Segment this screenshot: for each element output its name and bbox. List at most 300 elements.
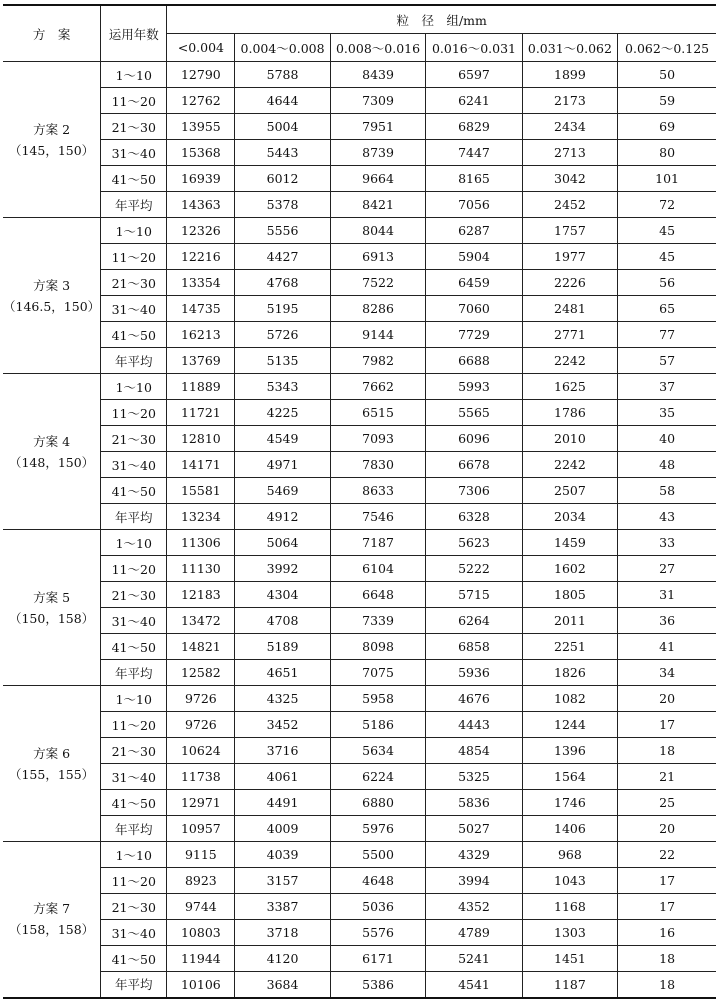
value-cell: 4329 <box>426 842 522 868</box>
value-cell: 34 <box>618 660 716 686</box>
value-cell: 7060 <box>426 296 522 322</box>
table-row <box>3 738 716 764</box>
value-cell: 7447 <box>426 140 522 166</box>
size-header: 0.062～0.125 <box>618 34 716 62</box>
value-cell: 1187 <box>522 972 617 998</box>
value-cell: 22 <box>618 842 716 868</box>
years-header: 运用年数 <box>101 5 167 62</box>
table-row <box>3 88 716 114</box>
value-cell: 12183 <box>167 582 235 608</box>
value-cell: 25 <box>618 790 716 816</box>
value-cell: 2226 <box>522 270 617 296</box>
value-cell: 1786 <box>522 400 617 426</box>
scheme-cell <box>3 686 101 842</box>
value-cell: 16939 <box>167 166 235 192</box>
table-row <box>3 556 716 582</box>
value-cell: 11721 <box>167 400 235 426</box>
value-cell: 5715 <box>426 582 522 608</box>
value-cell: 80 <box>618 140 716 166</box>
value-cell: 6678 <box>426 452 522 478</box>
value-cell: 18 <box>618 972 716 998</box>
value-cell: 5195 <box>235 296 330 322</box>
table-row <box>3 192 716 218</box>
table-row <box>3 712 716 738</box>
value-cell: 13955 <box>167 114 235 140</box>
value-cell: 4768 <box>235 270 330 296</box>
period-cell: 1～10 <box>101 842 167 868</box>
table-row <box>3 530 716 556</box>
value-cell: 6171 <box>330 946 425 972</box>
value-cell: 3994 <box>426 868 522 894</box>
value-cell: 13769 <box>167 348 235 374</box>
value-cell: 16213 <box>167 322 235 348</box>
value-cell: 4061 <box>235 764 330 790</box>
value-cell: 5788 <box>235 62 330 88</box>
size-header: 0.016～0.031 <box>426 34 522 62</box>
period-cell: 21～30 <box>101 426 167 452</box>
value-cell: 4549 <box>235 426 330 452</box>
value-cell: 69 <box>618 114 716 140</box>
value-cell: 5443 <box>235 140 330 166</box>
table-row <box>3 244 716 270</box>
value-cell: 4352 <box>426 894 522 920</box>
value-cell: 7309 <box>330 88 425 114</box>
value-cell: 8286 <box>330 296 425 322</box>
value-cell: 72 <box>618 192 716 218</box>
size-header: 0.008～0.016 <box>330 34 425 62</box>
period-cell: 11～20 <box>101 88 167 114</box>
value-cell: 1082 <box>522 686 617 712</box>
period-cell: 21～30 <box>101 270 167 296</box>
value-cell: 2452 <box>522 192 617 218</box>
value-cell: 17 <box>618 868 716 894</box>
period-cell: 31～40 <box>101 140 167 166</box>
value-cell: 14171 <box>167 452 235 478</box>
table-row <box>3 322 716 348</box>
value-cell: 6241 <box>426 88 522 114</box>
value-cell: 101 <box>618 166 716 192</box>
value-cell: 4708 <box>235 608 330 634</box>
value-cell: 11944 <box>167 946 235 972</box>
value-cell: 45 <box>618 218 716 244</box>
scheme-cell <box>3 218 101 374</box>
value-cell: 15368 <box>167 140 235 166</box>
value-cell: 1625 <box>522 374 617 400</box>
value-cell: 5634 <box>330 738 425 764</box>
value-cell: 4541 <box>426 972 522 998</box>
value-cell: 17 <box>618 712 716 738</box>
value-cell: 2507 <box>522 478 617 504</box>
value-cell: 18 <box>618 946 716 972</box>
scheme-name: 方案 3 <box>33 277 71 293</box>
size-header: 0.031～0.062 <box>522 34 617 62</box>
table-row <box>3 868 716 894</box>
value-cell: 7662 <box>330 374 425 400</box>
value-cell: 1805 <box>522 582 617 608</box>
value-cell: 4039 <box>235 842 330 868</box>
value-cell: 2011 <box>522 608 617 634</box>
value-cell: 1977 <box>522 244 617 270</box>
value-cell: 2251 <box>522 634 617 660</box>
table-row <box>3 114 716 140</box>
value-cell: 6264 <box>426 608 522 634</box>
value-cell: 2173 <box>522 88 617 114</box>
value-cell: 50 <box>618 62 716 88</box>
value-cell: 11738 <box>167 764 235 790</box>
value-cell: 1451 <box>522 946 617 972</box>
scheme-params: （155，155） <box>8 766 95 782</box>
value-cell: 6880 <box>330 790 425 816</box>
value-cell: 4648 <box>330 868 425 894</box>
value-cell: 10106 <box>167 972 235 998</box>
value-cell: 5993 <box>426 374 522 400</box>
period-cell: 年平均 <box>101 816 167 842</box>
value-cell: 8165 <box>426 166 522 192</box>
period-cell: 41～50 <box>101 634 167 660</box>
scheme-params: （150，158） <box>8 610 95 626</box>
value-cell: 1303 <box>522 920 617 946</box>
table-row <box>3 166 716 192</box>
value-cell: 8923 <box>167 868 235 894</box>
value-cell: 4491 <box>235 790 330 816</box>
value-cell: 20 <box>618 816 716 842</box>
value-cell: 10624 <box>167 738 235 764</box>
period-cell: 41～50 <box>101 322 167 348</box>
scheme-params: （158，158） <box>8 922 95 938</box>
value-cell: 5976 <box>330 816 425 842</box>
scheme-name: 方案 7 <box>33 901 71 917</box>
value-cell: 6287 <box>426 218 522 244</box>
value-cell: 6648 <box>330 582 425 608</box>
scheme-cell <box>3 842 101 998</box>
value-cell: 6012 <box>235 166 330 192</box>
table-row <box>3 270 716 296</box>
value-cell: 27 <box>618 556 716 582</box>
value-cell: 8739 <box>330 140 425 166</box>
period-cell: 年平均 <box>101 504 167 530</box>
value-cell: 7982 <box>330 348 425 374</box>
period-cell: 11～20 <box>101 712 167 738</box>
period-cell: 21～30 <box>101 114 167 140</box>
value-cell: 4120 <box>235 946 330 972</box>
value-cell: 37 <box>618 374 716 400</box>
period-cell: 41～50 <box>101 946 167 972</box>
value-cell: 21 <box>618 764 716 790</box>
value-cell: 4789 <box>426 920 522 946</box>
period-cell: 1～10 <box>101 62 167 88</box>
table-row <box>3 218 716 244</box>
period-cell: 31～40 <box>101 920 167 946</box>
value-cell: 6459 <box>426 270 522 296</box>
value-cell: 9744 <box>167 894 235 920</box>
value-cell: 4651 <box>235 660 330 686</box>
value-cell: 5004 <box>235 114 330 140</box>
value-cell: 12810 <box>167 426 235 452</box>
value-cell: 5904 <box>426 244 522 270</box>
table-row <box>3 920 716 946</box>
table-row <box>3 296 716 322</box>
scheme-name: 方案 6 <box>33 745 71 761</box>
period-cell: 1～10 <box>101 530 167 556</box>
scheme-header: 方 案 <box>3 5 101 62</box>
value-cell: 4912 <box>235 504 330 530</box>
table-row <box>3 374 716 400</box>
table-row <box>3 582 716 608</box>
value-cell: 56 <box>618 270 716 296</box>
period-cell: 1～10 <box>101 218 167 244</box>
value-cell: 8633 <box>330 478 425 504</box>
period-cell: 11～20 <box>101 556 167 582</box>
value-cell: 5500 <box>330 842 425 868</box>
value-cell: 6829 <box>426 114 522 140</box>
value-cell: 5556 <box>235 218 330 244</box>
period-cell: 11～20 <box>101 244 167 270</box>
value-cell: 5241 <box>426 946 522 972</box>
value-cell: 10803 <box>167 920 235 946</box>
value-cell: 968 <box>522 842 617 868</box>
value-cell: 7830 <box>330 452 425 478</box>
value-cell: 13472 <box>167 608 235 634</box>
scheme-cell <box>3 62 101 218</box>
value-cell: 9144 <box>330 322 425 348</box>
scheme-name: 方案 4 <box>33 433 71 449</box>
value-cell: 3452 <box>235 712 330 738</box>
scheme-params: （145，150） <box>8 142 95 158</box>
table-row <box>3 62 716 88</box>
period-cell: 41～50 <box>101 478 167 504</box>
value-cell: 3716 <box>235 738 330 764</box>
value-cell: 5222 <box>426 556 522 582</box>
value-cell: 1244 <box>522 712 617 738</box>
value-cell: 4443 <box>426 712 522 738</box>
table-row <box>3 946 716 972</box>
value-cell: 2010 <box>522 426 617 452</box>
size-header: <0.004 <box>167 34 235 62</box>
value-cell: 2242 <box>522 348 617 374</box>
value-cell: 12762 <box>167 88 235 114</box>
value-cell: 4644 <box>235 88 330 114</box>
value-cell: 13354 <box>167 270 235 296</box>
value-cell: 59 <box>618 88 716 114</box>
value-cell: 43 <box>618 504 716 530</box>
value-cell: 33 <box>618 530 716 556</box>
value-cell: 6913 <box>330 244 425 270</box>
table-row <box>3 660 716 686</box>
value-cell: 4971 <box>235 452 330 478</box>
value-cell: 5186 <box>330 712 425 738</box>
value-cell: 6104 <box>330 556 425 582</box>
table-row <box>3 790 716 816</box>
table-row <box>3 842 716 868</box>
value-cell: 4304 <box>235 582 330 608</box>
value-cell: 7951 <box>330 114 425 140</box>
value-cell: 4325 <box>235 686 330 712</box>
value-cell: 7522 <box>330 270 425 296</box>
value-cell: 5064 <box>235 530 330 556</box>
value-cell: 4225 <box>235 400 330 426</box>
table-row <box>3 608 716 634</box>
value-cell: 2771 <box>522 322 617 348</box>
value-cell: 35 <box>618 400 716 426</box>
value-cell: 18 <box>618 738 716 764</box>
period-cell: 31～40 <box>101 452 167 478</box>
period-cell: 11～20 <box>101 400 167 426</box>
value-cell: 1602 <box>522 556 617 582</box>
size-header: 0.004～0.008 <box>235 34 330 62</box>
value-cell: 2242 <box>522 452 617 478</box>
value-cell: 5576 <box>330 920 425 946</box>
value-cell: 1043 <box>522 868 617 894</box>
value-cell: 1396 <box>522 738 617 764</box>
value-cell: 6597 <box>426 62 522 88</box>
value-cell: 1746 <box>522 790 617 816</box>
value-cell: 7187 <box>330 530 425 556</box>
period-cell: 21～30 <box>101 582 167 608</box>
value-cell: 41 <box>618 634 716 660</box>
scheme-params: （148，150） <box>8 454 95 470</box>
value-cell: 11130 <box>167 556 235 582</box>
value-cell: 57 <box>618 348 716 374</box>
value-cell: 5135 <box>235 348 330 374</box>
value-cell: 12790 <box>167 62 235 88</box>
table-row <box>3 400 716 426</box>
value-cell: 14363 <box>167 192 235 218</box>
value-cell: 6515 <box>330 400 425 426</box>
value-cell: 13234 <box>167 504 235 530</box>
period-cell: 11～20 <box>101 868 167 894</box>
value-cell: 31 <box>618 582 716 608</box>
value-cell: 14735 <box>167 296 235 322</box>
value-cell: 7729 <box>426 322 522 348</box>
value-cell: 20 <box>618 686 716 712</box>
value-cell: 9726 <box>167 686 235 712</box>
value-cell: 14821 <box>167 634 235 660</box>
table-row <box>3 764 716 790</box>
value-cell: 58 <box>618 478 716 504</box>
table-row <box>3 140 716 166</box>
value-cell: 5936 <box>426 660 522 686</box>
period-cell: 21～30 <box>101 738 167 764</box>
value-cell: 5836 <box>426 790 522 816</box>
value-cell: 6096 <box>426 426 522 452</box>
table-body <box>3 62 716 998</box>
value-cell: 9664 <box>330 166 425 192</box>
value-cell: 9726 <box>167 712 235 738</box>
value-cell: 5325 <box>426 764 522 790</box>
value-cell: 40 <box>618 426 716 452</box>
value-cell: 2034 <box>522 504 617 530</box>
value-cell: 3042 <box>522 166 617 192</box>
value-cell: 5036 <box>330 894 425 920</box>
value-cell: 7075 <box>330 660 425 686</box>
period-cell: 31～40 <box>101 608 167 634</box>
value-cell: 1826 <box>522 660 617 686</box>
period-cell: 年平均 <box>101 660 167 686</box>
period-cell: 年平均 <box>101 192 167 218</box>
value-cell: 65 <box>618 296 716 322</box>
period-cell: 41～50 <box>101 790 167 816</box>
table-row <box>3 816 716 842</box>
value-cell: 10957 <box>167 816 235 842</box>
value-cell: 12326 <box>167 218 235 244</box>
value-cell: 11889 <box>167 374 235 400</box>
value-cell: 3718 <box>235 920 330 946</box>
value-cell: 6688 <box>426 348 522 374</box>
value-cell: 7093 <box>330 426 425 452</box>
value-cell: 17 <box>618 894 716 920</box>
value-cell: 12582 <box>167 660 235 686</box>
table-row <box>3 426 716 452</box>
value-cell: 2434 <box>522 114 617 140</box>
table-row <box>3 452 716 478</box>
value-cell: 5386 <box>330 972 425 998</box>
value-cell: 3992 <box>235 556 330 582</box>
table-row <box>3 972 716 998</box>
value-cell: 45 <box>618 244 716 270</box>
value-cell: 6858 <box>426 634 522 660</box>
value-cell: 1459 <box>522 530 617 556</box>
period-cell: 年平均 <box>101 348 167 374</box>
value-cell: 1168 <box>522 894 617 920</box>
period-cell: 年平均 <box>101 972 167 998</box>
scheme-name: 方案 5 <box>33 589 71 605</box>
table-header <box>3 5 716 62</box>
grain-group-header: 粒 径 组/mm <box>167 5 716 34</box>
value-cell: 12971 <box>167 790 235 816</box>
value-cell: 3684 <box>235 972 330 998</box>
table-row <box>3 478 716 504</box>
value-cell: 5343 <box>235 374 330 400</box>
period-cell: 41～50 <box>101 166 167 192</box>
value-cell: 15581 <box>167 478 235 504</box>
value-cell: 1406 <box>522 816 617 842</box>
period-cell: 1～10 <box>101 374 167 400</box>
value-cell: 7306 <box>426 478 522 504</box>
scheme-cell <box>3 374 101 530</box>
value-cell: 7339 <box>330 608 425 634</box>
value-cell: 5623 <box>426 530 522 556</box>
scheme-name: 方案 2 <box>33 121 71 137</box>
value-cell: 3157 <box>235 868 330 894</box>
value-cell: 8098 <box>330 634 425 660</box>
value-cell: 7546 <box>330 504 425 530</box>
value-cell: 48 <box>618 452 716 478</box>
value-cell: 6224 <box>330 764 425 790</box>
value-cell: 2713 <box>522 140 617 166</box>
value-cell: 9115 <box>167 842 235 868</box>
value-cell: 8421 <box>330 192 425 218</box>
value-cell: 5958 <box>330 686 425 712</box>
scheme-cell <box>3 530 101 686</box>
value-cell: 11306 <box>167 530 235 556</box>
value-cell: 5726 <box>235 322 330 348</box>
value-cell: 1757 <box>522 218 617 244</box>
value-cell: 7056 <box>426 192 522 218</box>
period-cell: 31～40 <box>101 764 167 790</box>
value-cell: 5189 <box>235 634 330 660</box>
value-cell: 1899 <box>522 62 617 88</box>
period-cell: 21～30 <box>101 894 167 920</box>
scheme-params: （146.5，150） <box>3 298 101 314</box>
value-cell: 6328 <box>426 504 522 530</box>
value-cell: 4427 <box>235 244 330 270</box>
table-row <box>3 348 716 374</box>
sediment-table <box>3 4 716 999</box>
period-cell: 31～40 <box>101 296 167 322</box>
value-cell: 5378 <box>235 192 330 218</box>
value-cell: 1564 <box>522 764 617 790</box>
period-cell: 1～10 <box>101 686 167 712</box>
